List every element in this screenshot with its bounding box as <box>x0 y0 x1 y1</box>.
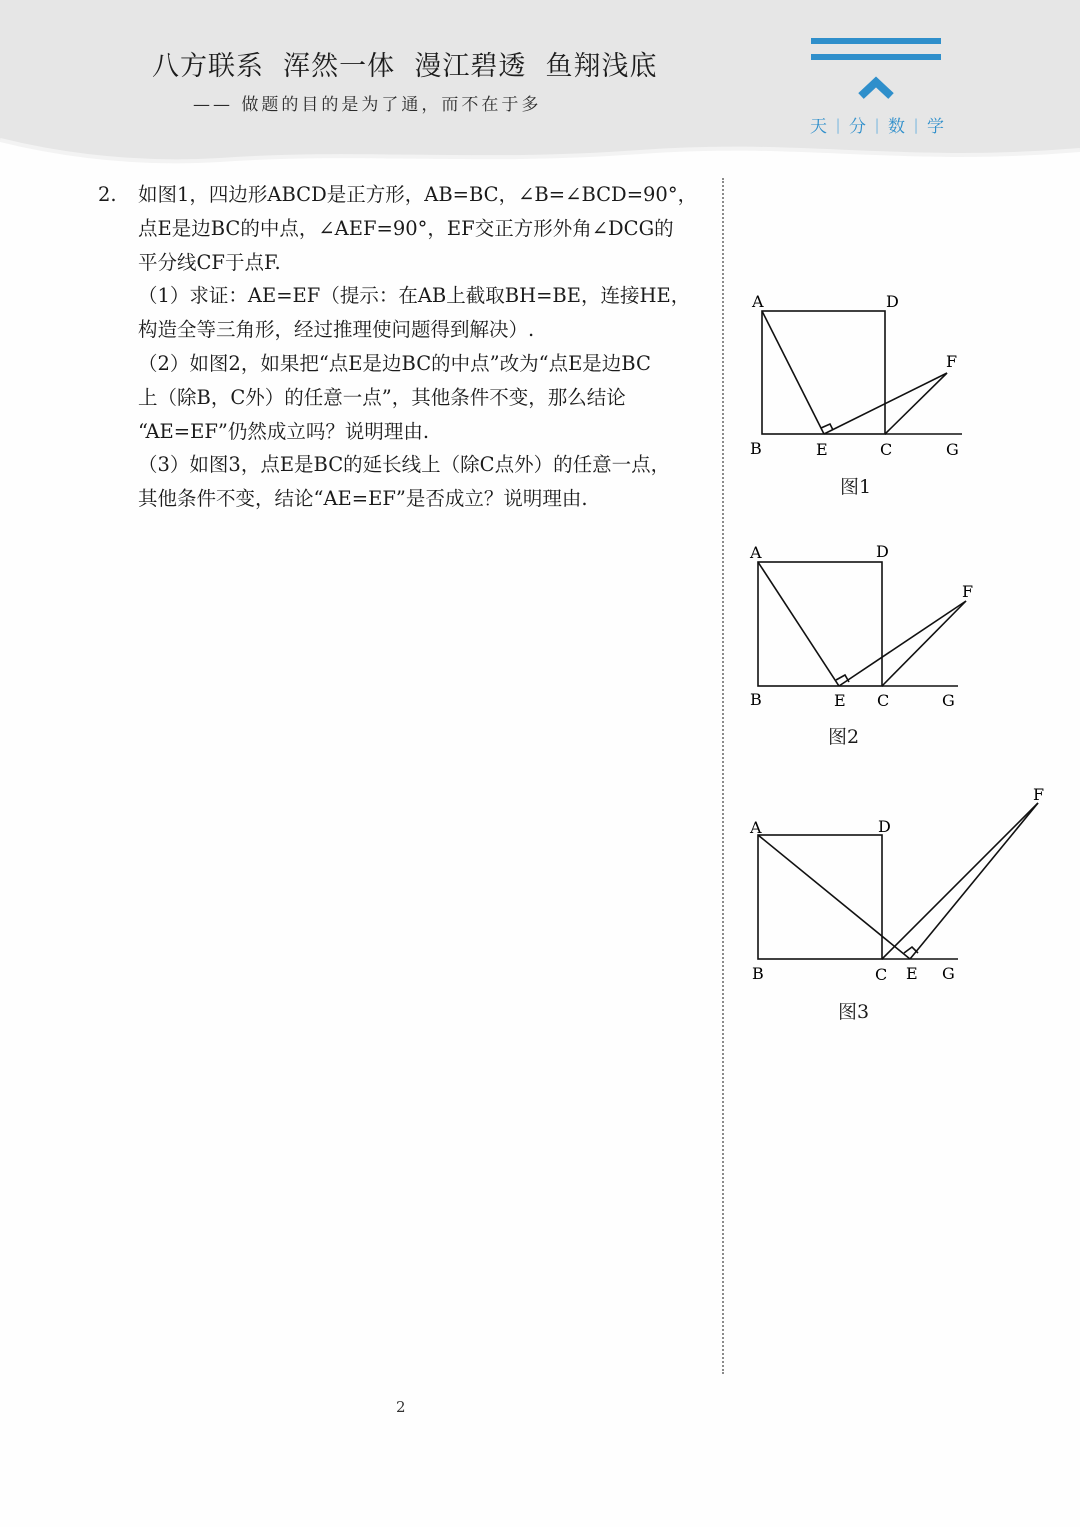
figure-1-caption: 图1 <box>840 476 872 498</box>
problem-text <box>98 178 718 516</box>
label-f: F <box>962 582 974 601</box>
problem-line: 点E是边BC的中点，∠AEF=90°，EF交正方形外角∠DCG的 <box>138 216 674 240</box>
logo-mark-icon <box>811 38 941 100</box>
label-b: B <box>752 964 764 983</box>
label-e: E <box>834 691 846 710</box>
label-e: E <box>816 440 828 459</box>
problem-line: “AE=EF”仍然成立吗？说明理由. <box>138 419 430 443</box>
logo-char: 分 <box>849 117 866 137</box>
problem-number: 2. <box>98 183 117 206</box>
label-c: C <box>875 965 888 984</box>
header-motto: 八方联系 浑然一体 漫江碧透 鱼翔浅底 <box>152 51 658 82</box>
problem-line: 上（除B，C外）的任意一点”，其他条件不变，那么结论 <box>138 385 626 409</box>
column-divider <box>722 178 724 1374</box>
problem-line: 其他条件不变，结论“AE=EF”是否成立？说明理由. <box>138 487 588 511</box>
label-g: G <box>946 440 959 459</box>
logo-char: 学 <box>927 117 944 137</box>
label-a: A <box>750 818 762 837</box>
figure-1-diagram <box>740 285 980 465</box>
logo-char: 天 <box>810 117 827 137</box>
problem-line: （2）如图2，如果把“点E是边BC的中点”改为“点E是边BC <box>138 351 651 375</box>
label-e: E <box>906 964 918 983</box>
label-c: C <box>877 691 890 710</box>
label-f: F <box>1033 785 1045 804</box>
figure-3-caption: 图3 <box>838 1001 870 1023</box>
logo-separator: | <box>913 115 919 134</box>
header-subtitle: —— 做题的目的是为了通，而不在于多 <box>193 95 542 115</box>
figure-2-caption: 图2 <box>828 726 860 748</box>
label-g: G <box>942 964 955 983</box>
label-f: F <box>946 352 958 371</box>
figure-2-diagram <box>740 535 980 715</box>
logo-text <box>810 112 944 137</box>
logo-char: 数 <box>888 117 905 137</box>
label-d: D <box>876 542 889 561</box>
label-g: G <box>942 691 955 710</box>
problem-line: （1）求证：AE=EF（提示：在AB上截取BH=BE，连接HE， <box>138 284 691 308</box>
problem-line: （3）如图3，点E是BC的延长线上（除C点外）的任意一点， <box>138 453 671 477</box>
label-a: A <box>752 292 764 311</box>
figure-3-diagram <box>740 780 1060 985</box>
label-d: D <box>886 292 899 311</box>
page-number: 2 <box>396 1398 406 1416</box>
problem-line: 2. 如图1，四边形ABCD是正方形，AB=BC，∠B=∠BCD=90°， <box>98 178 718 212</box>
logo-separator: | <box>835 115 841 134</box>
label-a: A <box>750 543 762 562</box>
label-b: B <box>750 439 762 458</box>
label-d: D <box>878 817 891 836</box>
problem-line: 平分线CF于点F. <box>138 250 281 274</box>
problem-line: 构造全等三角形，经过推理使问题得到解决）. <box>138 318 535 342</box>
label-c: C <box>880 440 893 459</box>
logo-separator: | <box>874 115 880 134</box>
label-b: B <box>750 690 762 709</box>
